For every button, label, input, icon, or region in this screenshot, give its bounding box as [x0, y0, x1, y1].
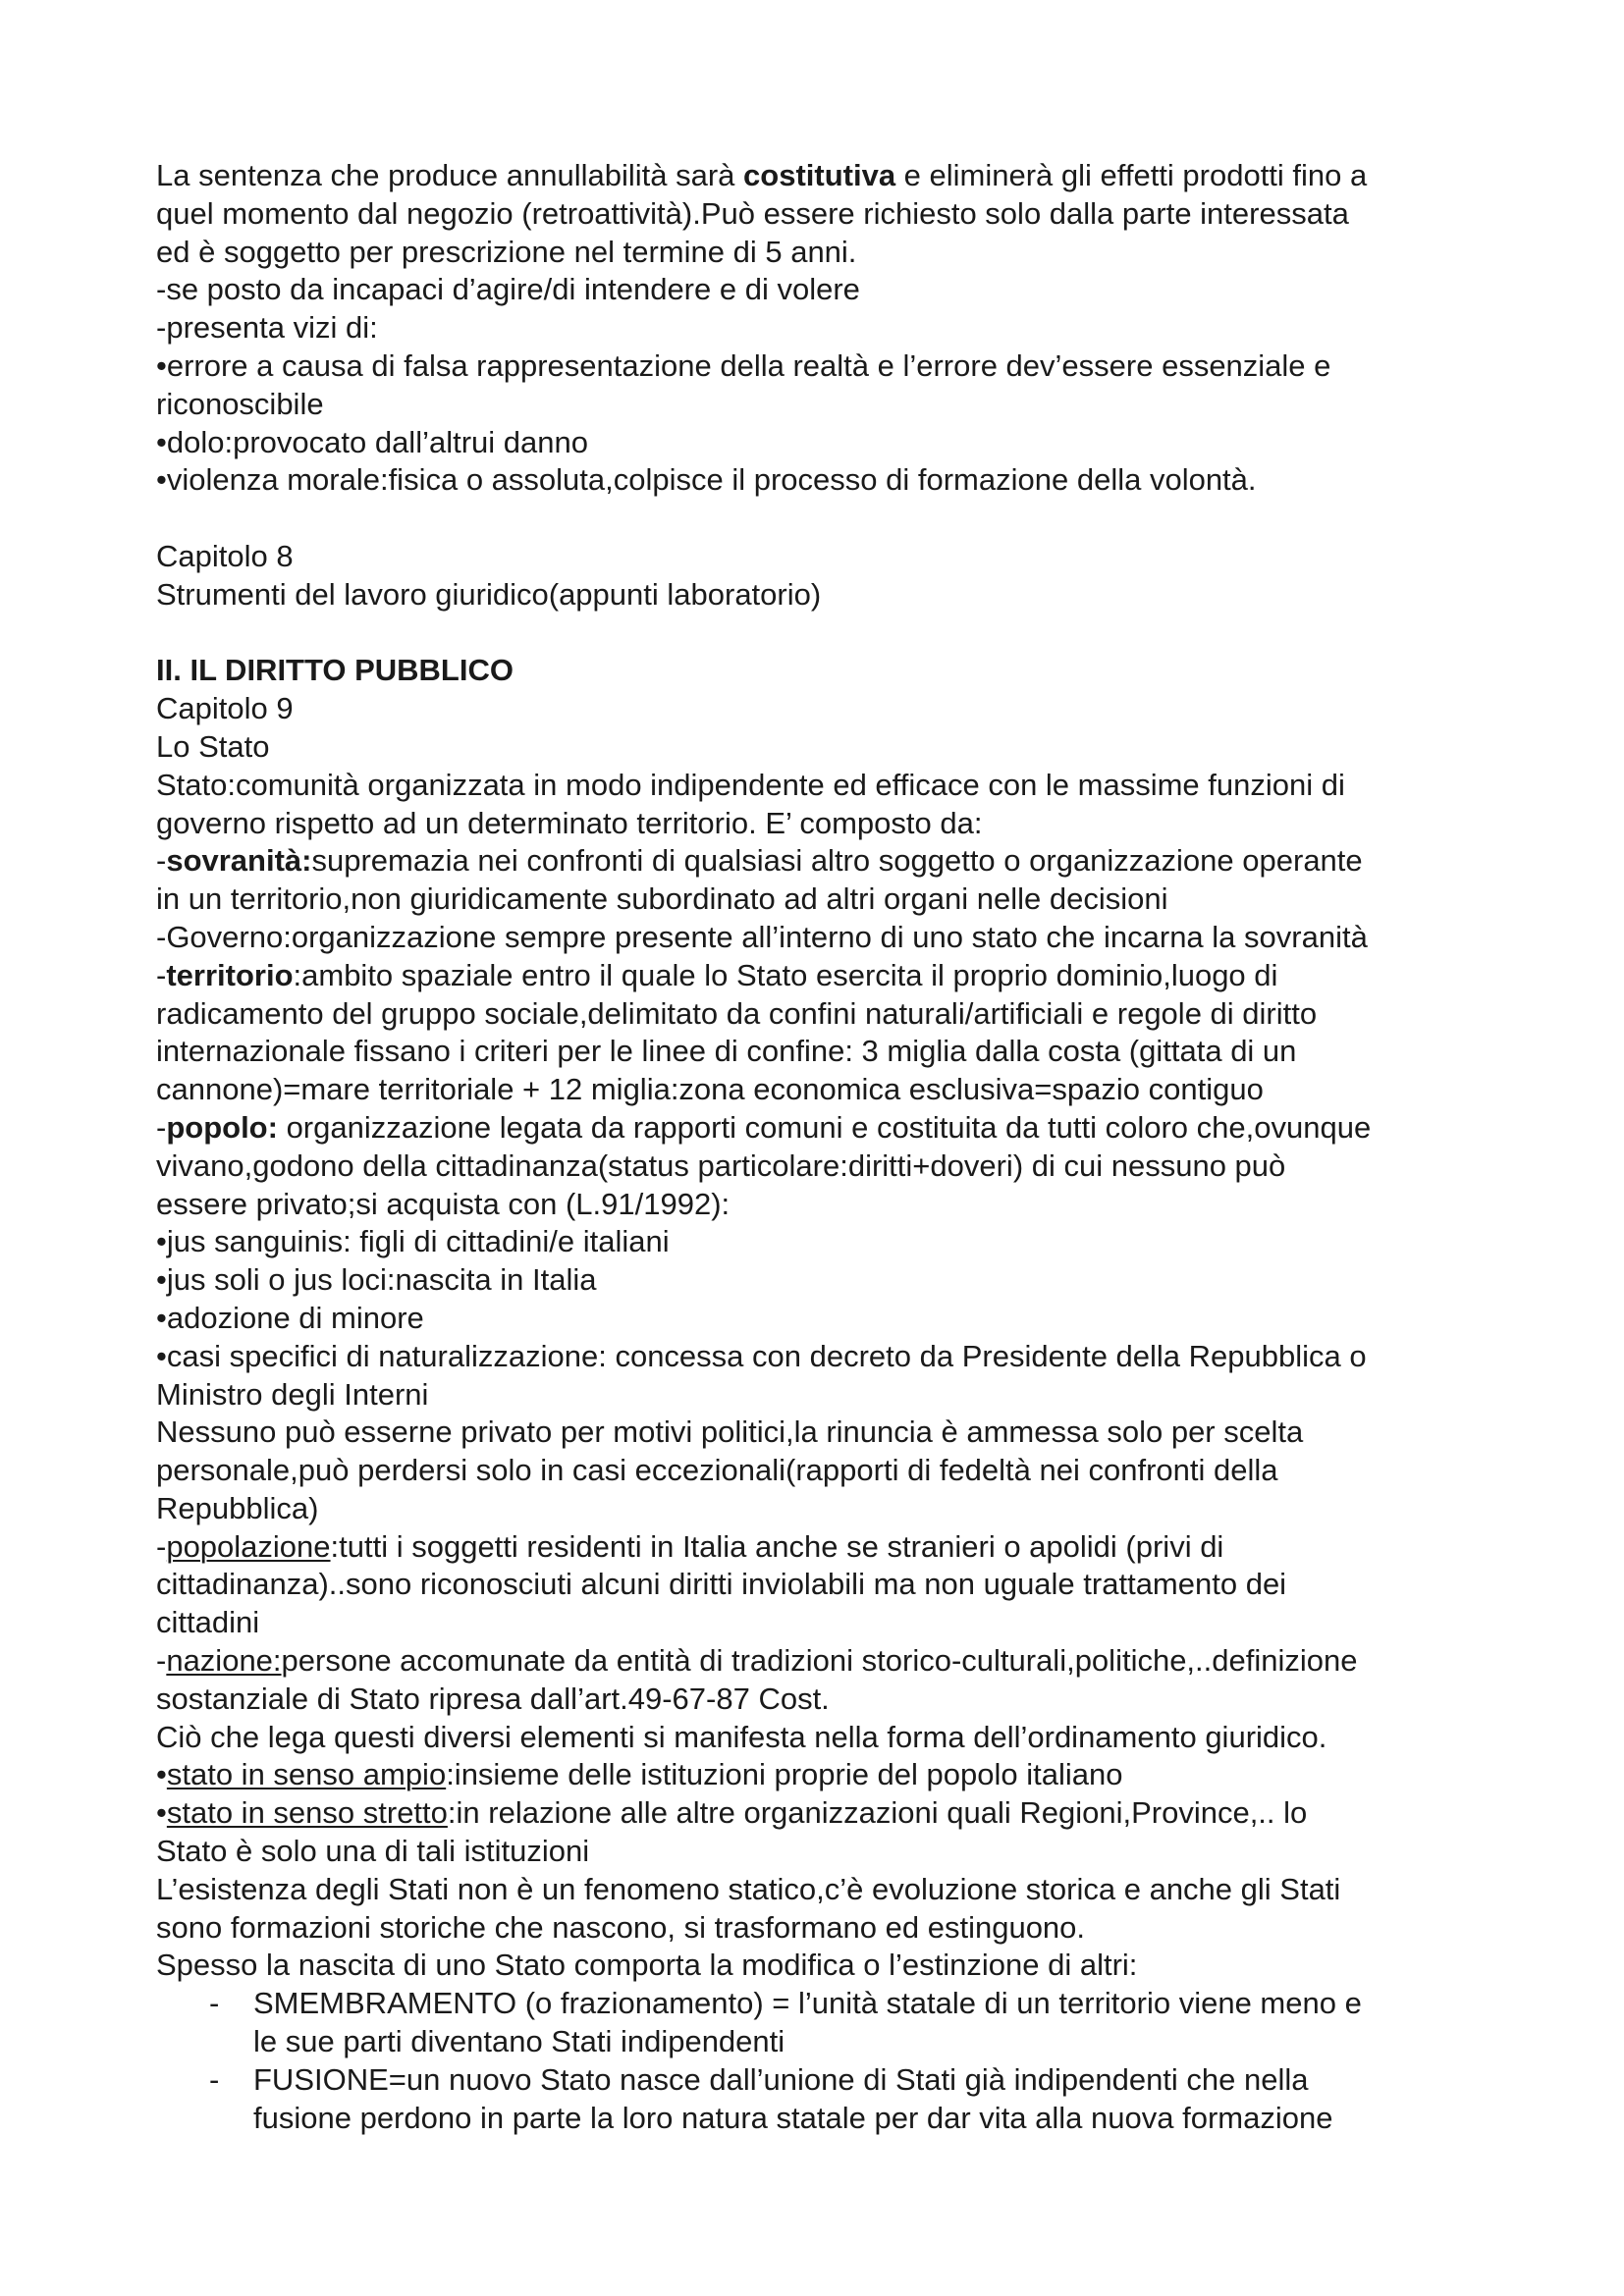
text-line: Ministro degli Interni [156, 1376, 429, 1412]
text-line: vivano,godono della cittadinanza(status particolare:diritti+doveri) di cui nessuno può [156, 1148, 1286, 1183]
text-line: radicamento del gruppo sociale,delimitato da confini naturali/artificiali e regole di diritto [156, 995, 1318, 1031]
bullet-line: •dolo:provocato dall’altrui danno [156, 424, 588, 459]
text-line: cittadini [156, 1605, 260, 1640]
text-line: essere privato;si acquista con (L.91/1992): [156, 1186, 731, 1221]
text-line: -territorio:ambito spaziale entro il quale lo Stato esercita il proprio dominio,luogo di [156, 957, 1278, 992]
text-line: sostanziale di Stato ripresa dall’art.49-67-87 Cost. [156, 1681, 830, 1716]
list-item-continuation: fusione perdono in parte la loro natura statale per dar vita alla nuova formazione [253, 2100, 1333, 2135]
text-line: La sentenza che produce annullabilità sarà costitutiva e eliminerà gli effetti prodotti fino a [156, 158, 1368, 192]
part-heading: II. IL DIRITTO PUBBLICO [156, 653, 514, 688]
chapter-8-title: Capitolo 8 [156, 538, 294, 573]
text-line: cannone)=mare territoriale + 12 miglia:zona economica esclusiva=spazio contiguo [156, 1072, 1264, 1107]
underlined-term-nazione: nazione: [166, 1643, 282, 1679]
chapter-9-title: Capitolo 9 [156, 691, 294, 726]
bold-term-sovranita: sovranità: [166, 843, 312, 879]
bullet-line: •jus sanguinis: figli di cittadini/e italiani [156, 1224, 670, 1259]
paragraph-gap [156, 500, 1491, 538]
underlined-term-stato-stretto: stato in senso stretto [166, 1795, 448, 1831]
list-item: - SMEMBRAMENTO (o frazionamento) = l’unità statale di un territorio viene meno e [156, 1985, 1491, 2023]
chapter-8-subtitle: Strumenti del lavoro giuridico(appunti laboratorio) [156, 576, 822, 612]
bullet-line: •stato in senso stretto:in relazione alle altre organizzazioni quali Regioni,Province,.. lo [156, 1795, 1308, 1831]
bold-term-territorio: territorio [166, 957, 294, 992]
list-dash: - [209, 2061, 220, 2097]
bullet-line: •jus soli o jus loci:nascita in Italia [156, 1262, 597, 1298]
text-line: -popolo: organizzazione legata da rapporti comuni e costituita da tutti coloro che,ovunque [156, 1109, 1372, 1145]
bold-term-costitutiva: costitutiva [743, 158, 896, 192]
bullet-line: •casi specifici di naturalizzazione: concessa con decreto da Presidente della Repubblica o [156, 1338, 1367, 1373]
text-line: Nessuno può esserne privato per motivi politici,la rinuncia è ammessa solo per scelta [156, 1415, 1304, 1450]
text-line: L’esistenza degli Stati non è un fenomeno statico,c’è evoluzione storica e anche gli Stati [156, 1871, 1341, 1906]
text-line: quel momento dal negozio (retroattività).Può essere richiesto solo dalla parte interessata [156, 195, 1349, 231]
bullet-line: •errore a causa di falsa rappresentazione della realtà e l’errore dev’essere essenziale e [156, 347, 1331, 383]
document-page [156, 157, 1491, 2137]
text-line: cittadinanza)..sono riconosciuti alcuni diritti inviolabili ma non uguale trattamento dei [156, 1567, 1287, 1602]
underlined-term-stato-ampio: stato in senso ampio [166, 1757, 447, 1792]
text-line: governo rispetto ad un determinato territorio. E’ composto da: [156, 805, 983, 840]
bullet-line: •adozione di minore [156, 1300, 424, 1335]
text-line: Ciò che lega questi diversi elementi si manifesta nella forma dell’ordinamento giuridico. [156, 1719, 1327, 1754]
text-line: -popolazione:tutti i soggetti residenti in Italia anche se stranieri o apolidi (privi di [156, 1528, 1224, 1564]
text-line: -nazione:persone accomunate da entità di tradizioni storico-culturali,politiche,..definizione [156, 1643, 1358, 1679]
underlined-term-popolazione: popolazione [166, 1528, 331, 1564]
text-line: Repubblica) [156, 1490, 319, 1525]
text-line: ed è soggetto per prescrizione nel termine di 5 anni. [156, 234, 857, 269]
paragraph-gap [156, 614, 1491, 653]
text-line: -sovranità:supremazia nei confronti di qualsiasi altro soggetto o organizzazione operante [156, 843, 1363, 879]
text-line: in un territorio,non giuridicamente subordinato ad altri organi nelle decisioni [156, 881, 1168, 917]
list-dash: - [209, 1986, 220, 2021]
chapter-9-subtitle: Lo Stato [156, 728, 270, 764]
text-line: Spesso la nascita di uno Stato comporta la modifica o l’estinzione di altri: [156, 1948, 1138, 1983]
bullet-line: •violenza morale:fisica o assoluta,colpisce il processo di formazione della volontà. [156, 462, 1257, 498]
text-line: Stato:comunità organizzata in modo indipendente ed efficace con le massime funzioni di [156, 767, 1345, 802]
list-item-continuation: le sue parti diventano Stati indipendenti [253, 2024, 785, 2059]
text-line: -Governo:organizzazione sempre presente all’interno di uno stato che incarna la sovranità [156, 919, 1368, 954]
text-line: personale,può perdersi solo in casi eccezionali(rapporti di fedeltà nei confronti della [156, 1453, 1278, 1488]
text-line: riconoscibile [156, 386, 324, 421]
bold-term-popolo: popolo: [166, 1109, 278, 1145]
bullet-line: •stato in senso ampio:insieme delle istituzioni proprie del popolo italiano [156, 1757, 1123, 1792]
list-item: - FUSIONE=un nuovo Stato nasce dall’unione di Stati già indipendenti che nella [156, 2061, 1491, 2100]
text-line: internazionale fissano i criteri per le linee di confine: 3 miglia dalla costa (gittata di un [156, 1034, 1297, 1069]
text-line: -presenta vizi di: [156, 310, 378, 346]
text-line: -se posto da incapaci d’agire/di intendere e di volere [156, 272, 860, 307]
text-line: Stato è solo una di tali istituzioni [156, 1834, 590, 1869]
text-line: sono formazioni storiche che nascono, si trasformano ed estinguono. [156, 1909, 1086, 1945]
